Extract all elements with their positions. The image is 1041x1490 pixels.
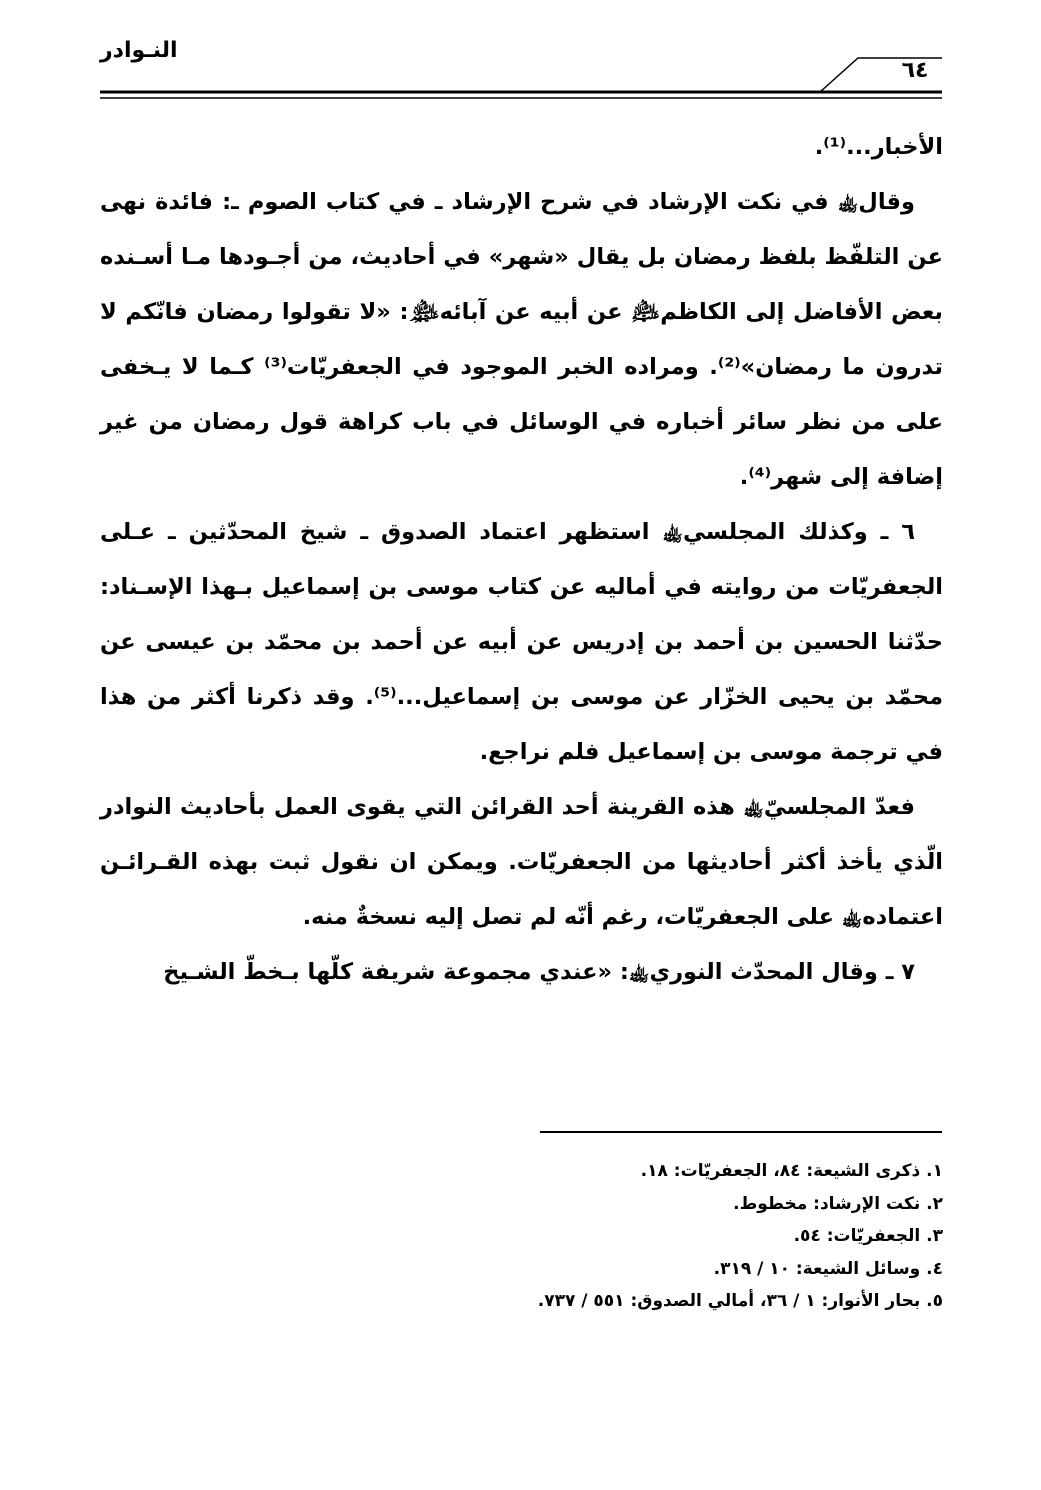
paragraph: ٧ ـ وقال المحدّث النوري﵀: «عندي مجموعة شريفة كلّها بـخطّ الشـيخ (163, 959, 915, 985)
page-number: ٦٤ (901, 58, 929, 83)
body-text (100, 120, 943, 1000)
footnote: ١. ذكرى الشيعة: ٨٤، الجعفريّات: ١٨. (640, 1161, 943, 1181)
paragraph: فعدّ المجلسيّ﵀ هذه القرينة أحد القرائن التي يقوى العمل بأحاديث النوادر الّذي يأخذ أكثر أحاديثها من الجعفريّات. ويمكن ان نقول ثبت بهذه القـرائـن اعتماده﵀ على الجعفريّات، رغم أنّه لم تصل إليه نسخةٌ منه. (100, 794, 943, 930)
paragraph: ٦ ـ وكذلك المجلسي﵀ استظهر اعتماد الصدوق ـ شيخ المحدّثين ـ عـلى الجعفريّات من روايته في أماليه عن كتاب موسى بن إسماعيل بـهذا الإسـناد: حدّثنا الحسين بن أحمد بن إدريس عن أبيه عن أحمد بن محمّد بن عيسى عن محمّد بن يحيى الخزّار عن موسى بن إسماعيل...⁽⁵⁾. وقد ذكرنا أكثر من هذا في ترجمة موسى بن إسماعيل فلم نراجع. (100, 519, 943, 765)
footnotes (100, 1155, 943, 1318)
footnote-separator (540, 1131, 942, 1133)
running-title: النـوادر (100, 38, 178, 63)
footnote: ٥. بحار الأنوار: ١ / ٣٦، أمالي الصدوق: ٥٥١ / ٧٣٧. (537, 1291, 943, 1311)
footnote: ٢. نكت الإرشاد: مخطوط. (733, 1193, 943, 1214)
paragraph: وقال﵀ في نكت الإرشاد في شرح الإرشاد ـ في كتاب الصوم ـ: فائدة نهى عن التلفّظ بلفظ رمضان بل يقال «شهر» في أحاديث، من أجـودها مـا أسـنده بعض الأفاضل إلى الكاظم﵇ عن أبيه عن آبائه﵈: «لا تقولوا رمضان فانّكم لا تدرون ما رمضان»⁽²⁾. ومراده الخبر الموجود في الجعفريّات⁽³⁾ كـما لا يـخفى على من نظر سائر أخباره في الوسائل في باب كراهة قول رمضان من غير إضافة إلى شهر⁽⁴⁾. (100, 189, 944, 490)
footnote: ٣. الجعفريّات: ٥٤. (793, 1226, 943, 1246)
paragraph: الأخبار...⁽¹⁾. (814, 134, 943, 160)
footnote: ٤. وسائل الشيعة: ١٠ / ٣١٩. (713, 1258, 943, 1279)
